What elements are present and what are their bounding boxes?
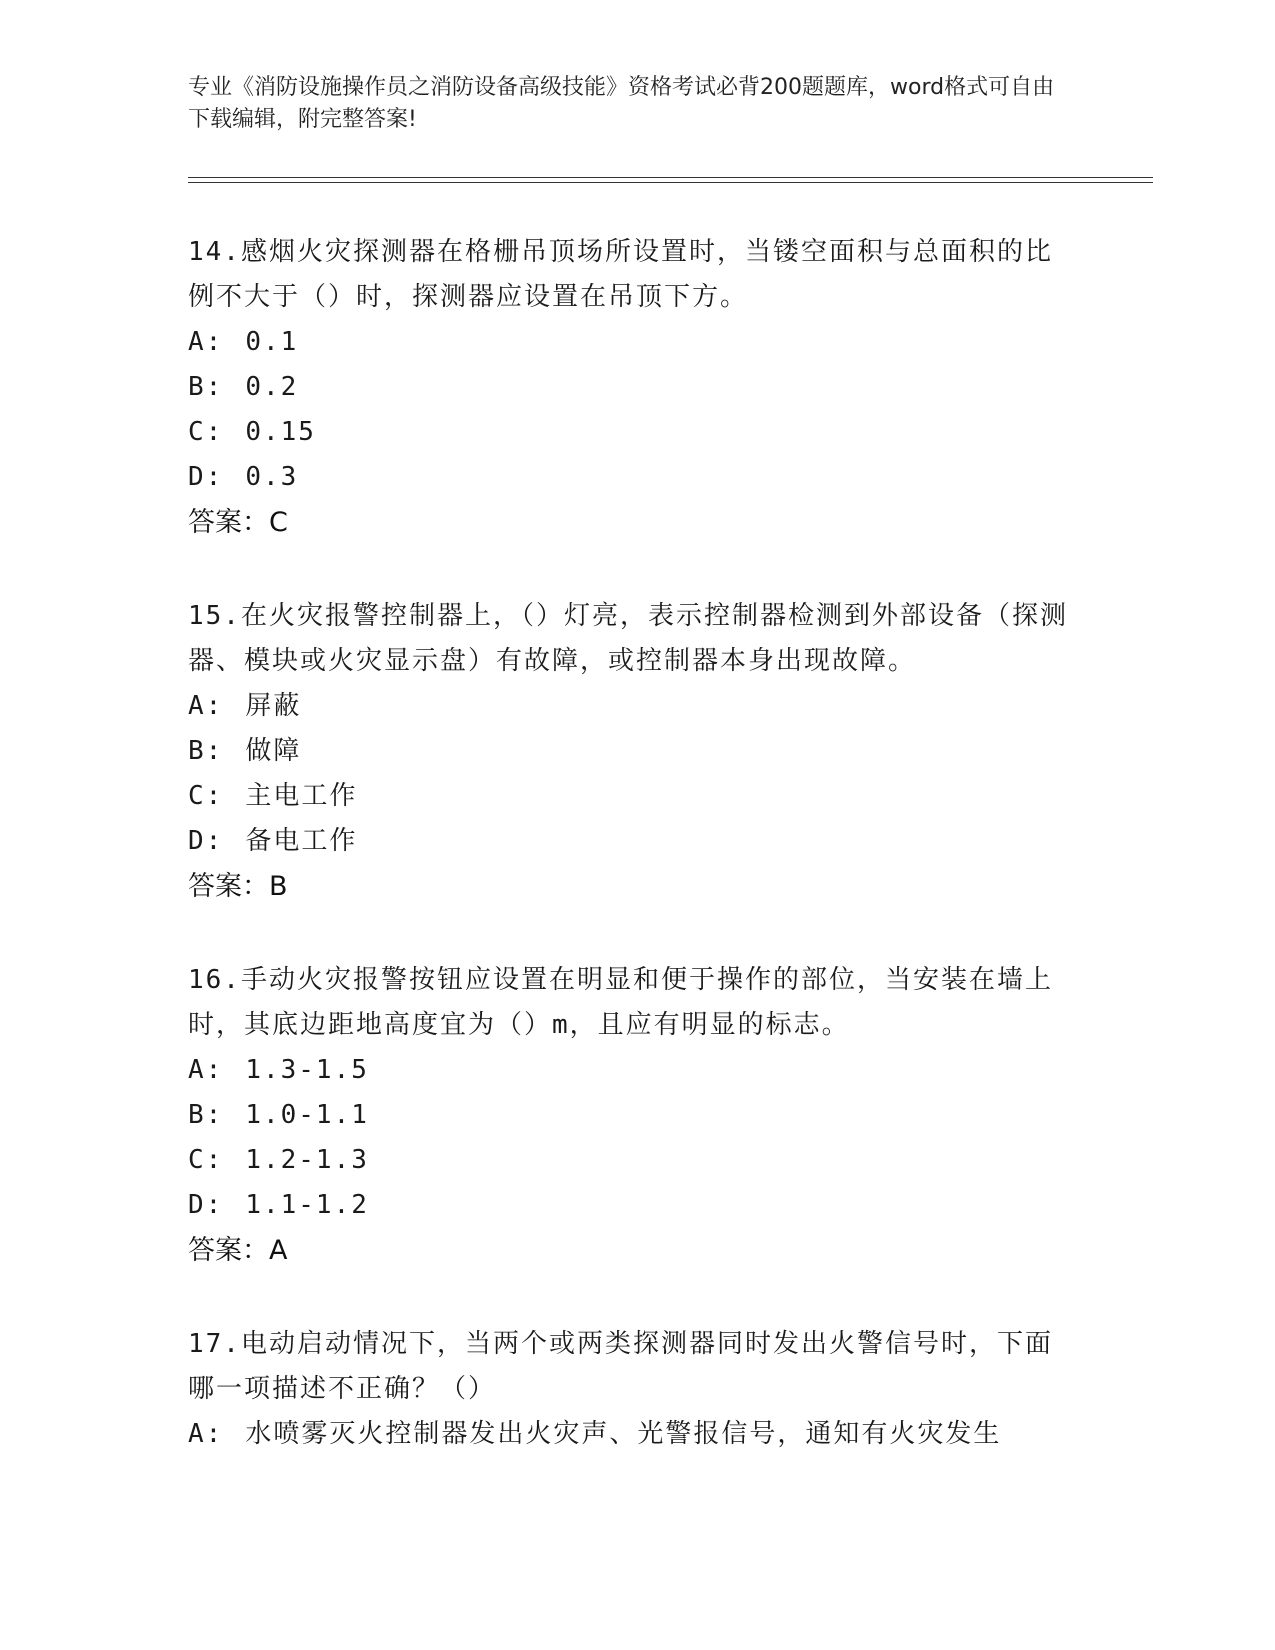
option-text: 1.3-1.5: [245, 1055, 369, 1085]
option-letter: D:: [188, 462, 224, 492]
option-letter: D:: [188, 826, 224, 856]
option-b: [188, 729, 1078, 774]
option-a: [188, 1048, 1078, 1093]
option-text: 1.0-1.1: [245, 1100, 369, 1130]
question-15: [188, 594, 1078, 910]
option-text: 屏蔽: [245, 691, 302, 721]
header-divider-bottom: [188, 182, 1153, 183]
option-text: 1.2-1.3: [245, 1145, 369, 1175]
option-c: [188, 774, 1078, 819]
answer-line: 答案：C: [188, 507, 288, 538]
option-letter: C:: [188, 417, 224, 447]
option-text: 0.3: [245, 462, 299, 492]
option-a: [188, 1412, 1078, 1457]
option-c: [188, 1138, 1078, 1183]
option-text: 主电工作: [245, 781, 358, 811]
option-text: 水喷雾灭火控制器发出火灾声、光警报信号，通知有火灾发生: [245, 1419, 1002, 1449]
option-d: [188, 455, 1078, 500]
question-17: [188, 1322, 1078, 1457]
document-header: 专业《消防设施操作员之消防设备高级技能》资格考试必背200题题库，word格式可自由下载编辑，附完整答案!: [188, 75, 1055, 132]
option-text: 0.1: [245, 327, 299, 357]
option-letter: B:: [188, 1100, 224, 1130]
option-letter: A:: [188, 327, 224, 357]
option-letter: A:: [188, 1055, 224, 1085]
header-divider-top: [188, 177, 1153, 178]
option-a: [188, 684, 1078, 729]
question-stem: 16.手动火灾报警按钮应设置在明显和便于操作的部位，当安装在墙上时，其底边距地高度宜为（）m，且应有明显的标志。: [188, 965, 1053, 1040]
option-letter: B:: [188, 736, 224, 766]
option-letter: C:: [188, 1145, 224, 1175]
question-stem: 14.感烟火灾探测器在格栅吊顶场所设置时，当镂空面积与总面积的比例不大于（）时，探测器应设置在吊顶下方。: [188, 237, 1053, 312]
option-letter: B:: [188, 372, 224, 402]
option-d: [188, 1183, 1078, 1228]
option-text: 0.15: [245, 417, 316, 447]
question-14: [188, 230, 1078, 546]
question-stem: 15.在火灾报警控制器上，（）灯亮，表示控制器检测到外部设备（探测器、模块或火灾显示盘）有故障，或控制器本身出现故障。: [188, 601, 1068, 676]
option-letter: A:: [188, 1419, 224, 1449]
option-c: [188, 410, 1078, 455]
question-stem: 17.电动启动情况下，当两个或两类探测器同时发出火警信号时，下面哪一项描述不正确？（）: [188, 1329, 1053, 1404]
option-letter: A:: [188, 691, 224, 721]
answer-line: 答案：A: [188, 1235, 288, 1266]
option-text: 备电工作: [245, 826, 358, 856]
answer-line: 答案：B: [188, 871, 288, 902]
option-text: 0.2: [245, 372, 299, 402]
option-text: 1.1-1.2: [245, 1190, 369, 1220]
option-d: [188, 819, 1078, 864]
option-letter: C:: [188, 781, 224, 811]
question-16: [188, 958, 1078, 1274]
option-letter: D:: [188, 1190, 224, 1220]
option-a: [188, 320, 1078, 365]
option-text: 做障: [245, 736, 302, 766]
option-b: [188, 365, 1078, 410]
option-b: [188, 1093, 1078, 1138]
question-list: [188, 230, 1078, 1505]
